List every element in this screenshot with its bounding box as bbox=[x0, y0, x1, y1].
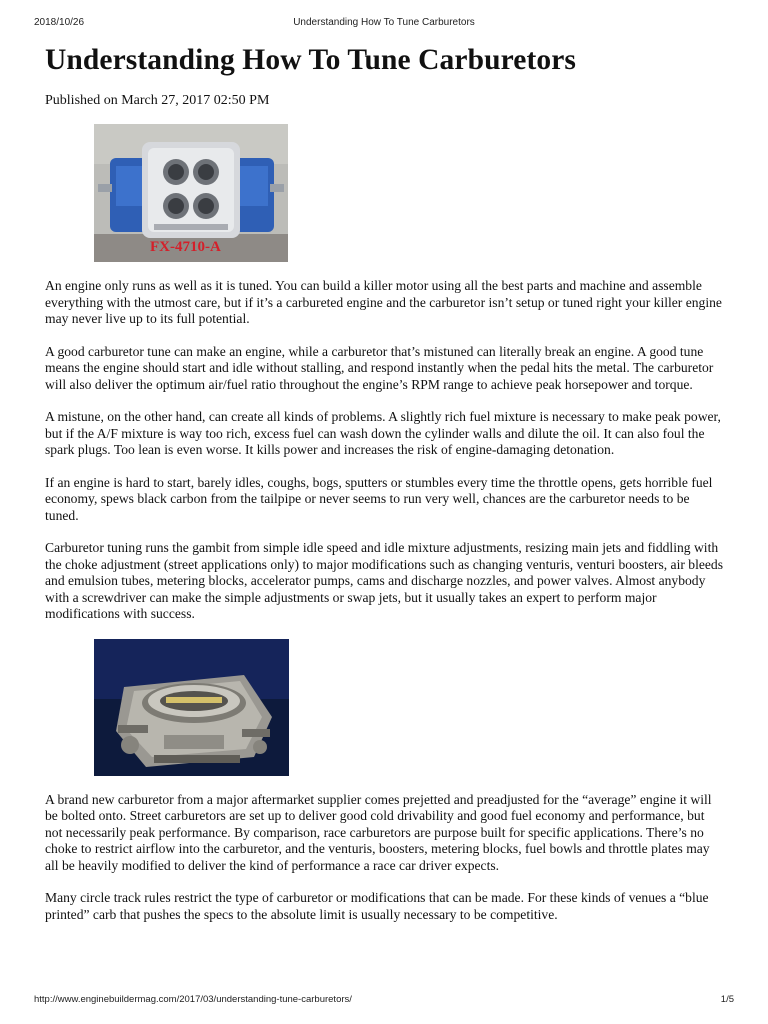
paragraph: A brand new carburetor from a major aftermarket supplier comes prejetted and preadjusted for the “average” engine it will be bolted onto. Street carburetors are set up to deliver good cold drivability and good fuel economy and performance, but not necessarily peak performance. By comparison, race carburetors are purpose built for specific applications. There’s no choke to restrict airflow into the carburetor, and the venturis, boosters, metering blocks, fuel bowls and throttle plates may all be heavily modified to deliver the kind of performance a race car driver expects. bbox=[45, 791, 712, 873]
print-footer bbox=[34, 994, 734, 1006]
print-date: 2018/10/26 bbox=[34, 17, 85, 28]
print-header bbox=[34, 17, 734, 29]
paragraph: Many circle track rules restrict the type of carburetor or modifications that can be made. For these kinds of venues a “blue printed” carb that pushes the specs to the absolute limit is usually necessary to be competitive. bbox=[45, 890, 709, 922]
paragraph: An engine only runs as well as it is tuned. You can build a killer motor using all the best parts and machine and assemble everything with the utmost care, but if it’s a carbureted engine and the carburetor isn’t setup or tuned right your killer engine may never live up to its full potential. bbox=[45, 278, 722, 326]
article bbox=[45, 40, 725, 939]
carburetor-photo-blue bbox=[94, 124, 288, 262]
paragraph: Carburetor tuning runs the gambit from simple idle speed and idle mixture adjustments, resizing main jets and fiddling with the choke adjustment (street applications only) to major modifications such as changing venturis, venturi boosters, air bleeds and emulsion tubes, metering blocks, accelerator pumps, cams and discharge nozzles, and power valves. Almost anybody with a screwdriver can make the simple adjustments or swap jets, but it usually takes an expert to perform major modifications with success. bbox=[45, 540, 724, 621]
paragraph: A good carburetor tune can make an engine, while a carburetor that’s mistuned can literally break an engine. A good tune means the engine should start and idle without stalling, and respond instantly when the pedal hits the metal. The carburetor will also deliver the optimum air/fuel ratio throughout the engine’s RPM range to achieve peak horsepower and torque. bbox=[45, 343, 714, 392]
paragraph: A mistune, on the other hand, can create all kinds of problems. A slightly rich fuel mixture is necessary to make peak power, but if the A/F mixture is way too rich, excess fuel can wash down the cylinder walls and dilute the oil. It can also foul the spark plugs. Too lean is even worse. It kills power and increases the risk of engine-damaging detonation. bbox=[45, 409, 721, 457]
image-part-number: FX-4710-A bbox=[150, 239, 221, 255]
article-title: Understanding How To Tune Carburetors bbox=[45, 44, 577, 76]
carburetor-photo-silver bbox=[94, 639, 289, 776]
published-date: Published on March 27, 2017 02:50 PM bbox=[45, 93, 270, 108]
paragraph: If an engine is hard to start, barely idles, coughs, bogs, sputters or stumbles every time the throttle opens, gets horrible fuel economy, spews black carbon from the tailpipe or never seems to run very well, chances are the carburetor needs to be tuned. bbox=[45, 474, 713, 523]
page-url: http://www.enginebuildermag.com/2017/03/understanding-tune-carburetors/ bbox=[34, 994, 352, 1005]
print-page-title: Understanding How To Tune Carburetors bbox=[293, 17, 475, 28]
page-number: 1/5 bbox=[720, 994, 734, 1005]
